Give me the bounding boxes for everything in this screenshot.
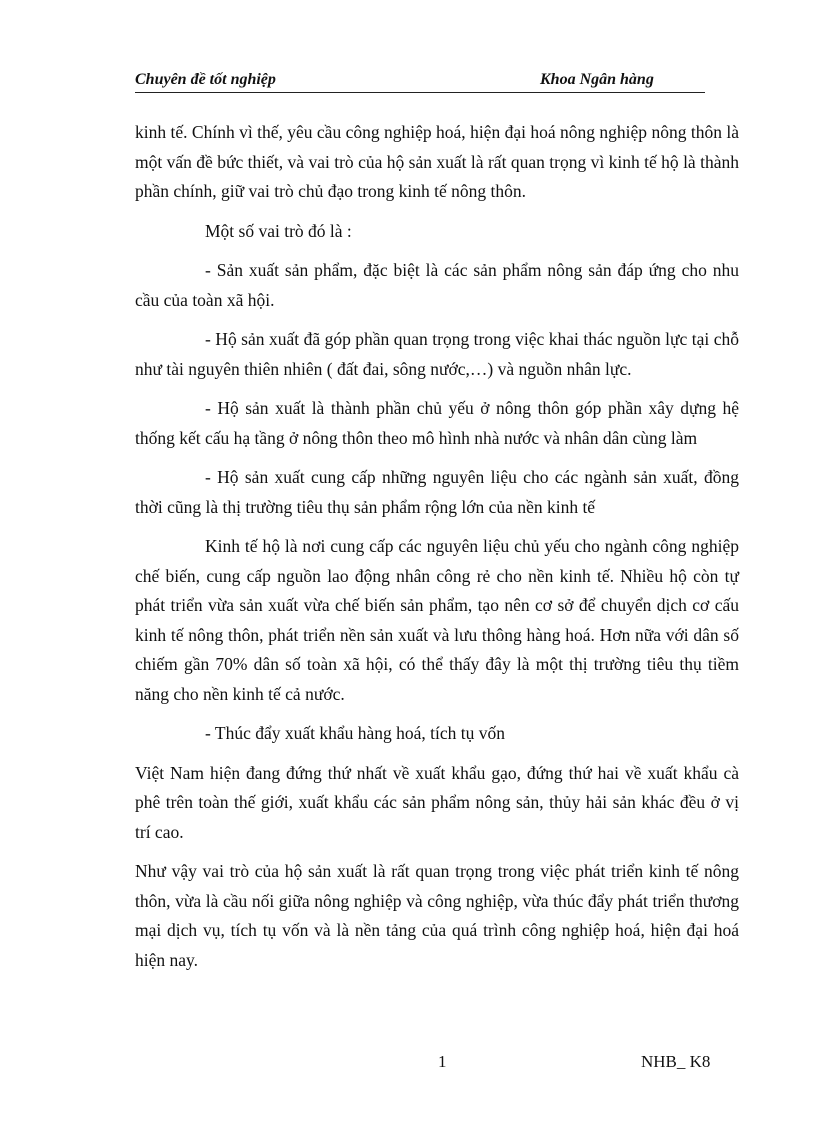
page-body <box>135 118 739 985</box>
page-number: 1 <box>438 1052 447 1071</box>
paragraph: Một số vai trò đó là : <box>205 220 352 241</box>
paragraph: kinh tế. Chính vì thế, yêu cầu công nghiệp hoá, hiện đại hoá nông nghiệp nông thôn là một vấn đề bức thiết, và vai trò của hộ sản xuất là rất quan trọng vì kinh tế hộ là thành phần chính, giữ vai trò chủ đạo trong kinh tế nông thôn. <box>135 122 739 201</box>
paragraph: Như vậy vai trò của hộ sản xuất là rất quan trọng trong việc phát triển kinh tế nông thôn, vừa là cầu nối giữa nông nghiệp và công nghiệp, vừa thúc đẩy phát triển thương mại dịch vụ, tích tụ vốn và là nền tảng của quá trình công nghiệp hoá, hiện đại hoá hiện nay. <box>135 861 739 970</box>
header-department: Khoa Ngân hàng <box>540 71 654 88</box>
paragraph: - Hộ sản xuất đã góp phần quan trọng trong việc khai thác nguồn lực tại chỗ như tài nguyên thiên nhiên ( đất đai, sông nước,…) và nguồn nhân lực. <box>135 329 739 379</box>
paragraph: Việt Nam hiện đang đứng thứ nhất về xuất khẩu gạo, đứng thứ hai về xuất khẩu cà phê trên toàn thế giới, xuất khẩu các sản phẩm nông sản, thủy hải sản khác đều ở vị trí cao. <box>135 762 739 842</box>
paragraph: - Thúc đẩy xuất khẩu hàng hoá, tích tụ vốn <box>205 723 506 743</box>
paragraph: Kinh tế hộ là nơi cung cấp các nguyên liệu chủ yếu cho ngành công nghiệp chế biến, cung cấp nguồn lao động nhân công rẻ cho nền kinh tế. Nhiều hộ còn tự phát triển vừa sản xuất vừa chế biến sản phẩm, tạo nên cơ sở để chuyển dịch cơ cấu kinh tế nông thôn, phát triển nền sản xuất và lưu thông hàng hoá. Hơn nữa với dân số chiếm gần 70% dân số toàn xã hội, có thể thấy đây là một thị trường tiêu thụ tiềm năng cho nền kinh tế cả nước. <box>135 536 739 704</box>
page-header <box>135 68 705 93</box>
paragraph: - Sản xuất sản phẩm, đặc biệt là các sản phẩm nông sản đáp ứng cho nhu cầu của toàn xã hội. <box>135 260 739 310</box>
footer-code: NHB_ K8 <box>641 1052 711 1071</box>
paragraph: - Hộ sản xuất là thành phần chủ yếu ở nông thôn góp phần xây dựng hệ thống kết cấu hạ tầng ở nông thôn theo mô hình nhà nước và nhân dân cùng làm <box>135 398 739 448</box>
paragraph: - Hộ sản xuất cung cấp những nguyên liệu cho các ngành sản xuất, đồng thời cũng là thị trường tiêu thụ sản phẩm rộng lớn của nền kinh tế <box>135 467 739 517</box>
header-title: Chuyên đề tốt nghiệp <box>135 71 276 88</box>
